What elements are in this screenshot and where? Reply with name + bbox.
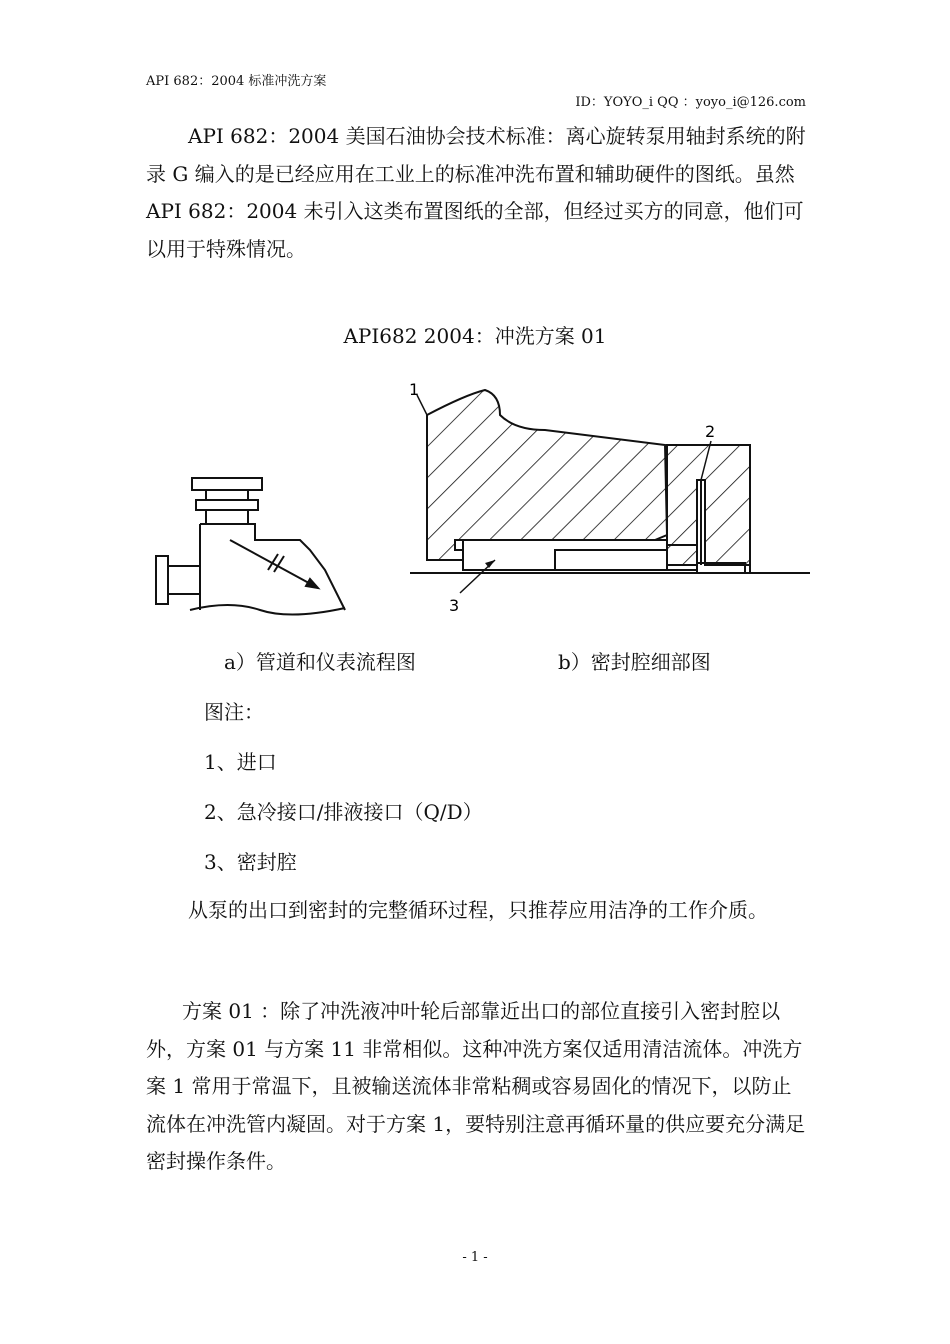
intro-paragraph: API 682：2004 美国石油协会技术标准：离心旋转泵用轴封系统的附录 G 编入的是已经应用在工业上的标准冲洗布置和辅助硬件的图纸。虽然 API 682：2004 未引入这类布置图纸的全部，但经过买方的同意，他们可以用于特殊情况。: [146, 124, 806, 261]
callout-3: 3: [449, 596, 460, 615]
callout-2: 2: [705, 422, 716, 441]
paragraph-plan-01: 方案 01 ：除了冲洗液冲叶轮后部靠近出口的部位直接引入密封腔以外，方案 01 与方案 11 非常相似。这种冲洗方案仅适用清洁流体。冲洗方案 1 常用于常温下，且被输送流体非常粘稠或容易固化的情况下，以防止流体在冲洗管内凝固。对于方案 1，要特别注意再循环量的供应要充分满足密封操作条件。: [146, 999, 806, 1173]
callout-1: 1: [409, 380, 420, 399]
legend-item-2: 2、急冷接口/排液接口（Q/D）: [204, 800, 483, 824]
figure-a-piping-diagram: [150, 470, 360, 620]
header-left: API 682：2004 标准冲洗方案: [146, 74, 327, 89]
caption-a: a）管道和仪表流程图: [224, 650, 416, 674]
page-number: - 1 -: [462, 1250, 488, 1265]
caption-b: b）密封腔细部图: [558, 650, 711, 674]
legend-item-1: 1、进口: [204, 750, 277, 774]
paragraph-clean-medium: 从泵的出口到密封的完整循环过程，只推荐应用洁净的工作介质。: [188, 898, 768, 922]
figure-b-seal-chamber-diagram: [405, 375, 810, 615]
section-title: API682 2004：冲洗方案 01: [343, 324, 607, 348]
legend-title: 图注：: [204, 700, 264, 724]
header-right: ID：YOYO_i QQ ：yoyo_i@126.com: [575, 95, 806, 110]
legend-item-3: 3、密封腔: [204, 850, 297, 874]
